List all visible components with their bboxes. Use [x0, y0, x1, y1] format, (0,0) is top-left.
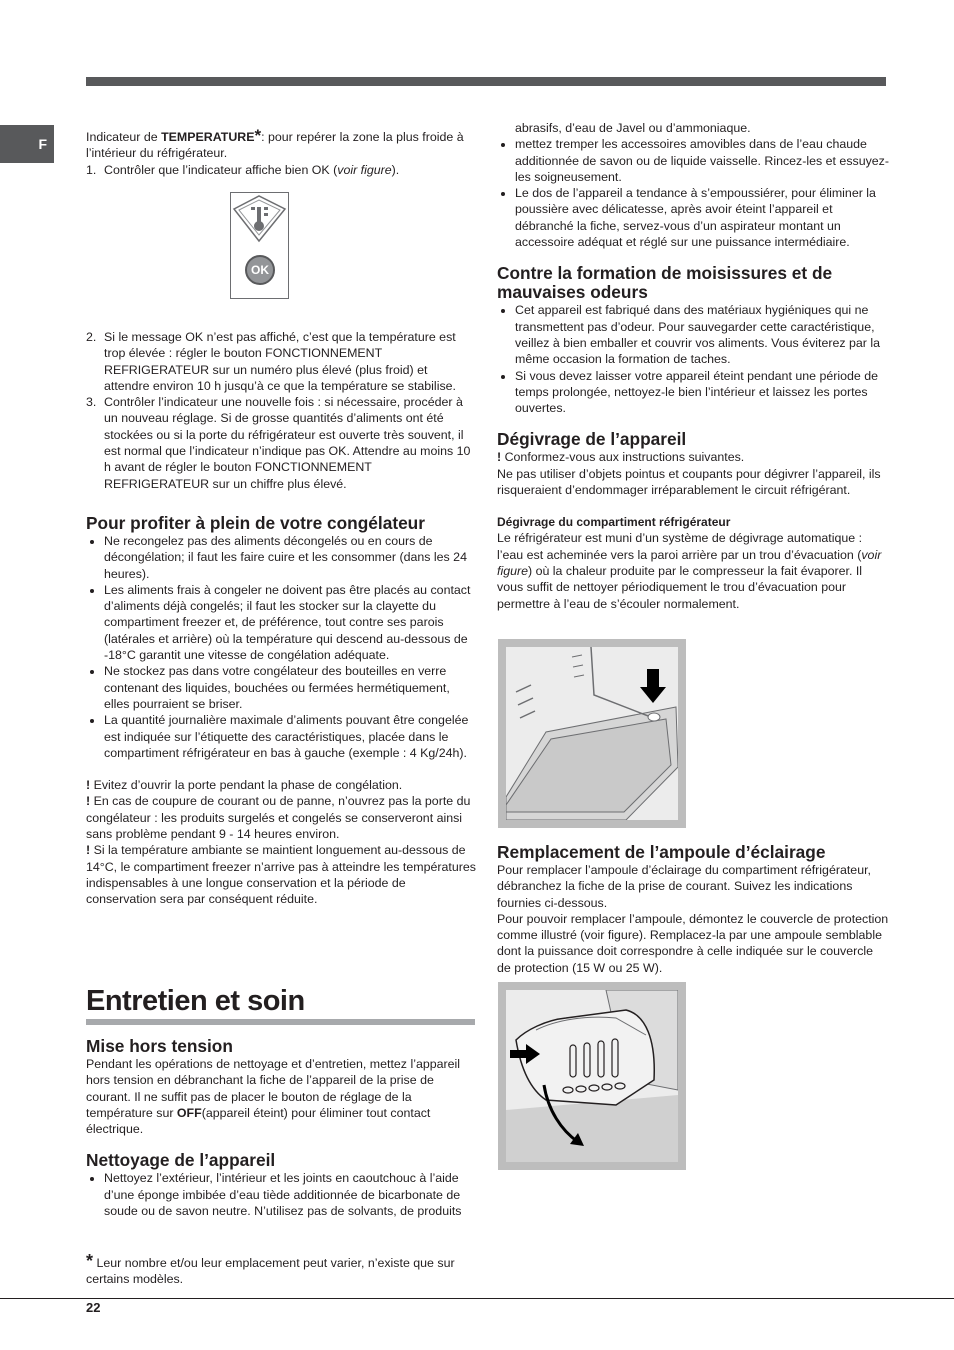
step-1-italic: voir figure: [337, 162, 392, 177]
footer-rule: [0, 1298, 954, 1299]
power-text: [86, 1056, 476, 1137]
mould-title: Contre la formation de moisissures et de mauvaises odeurs: [497, 263, 833, 303]
freezer-list: [86, 533, 476, 761]
warning-3: [86, 842, 476, 907]
warning-text: Si la température ambiante se maintient longuement au-dessous de 14°C, le compartiment freezer n’arrive pas à atteindre les températures indispensables à une longue conservation et la période de conservation sera par conséquent réduite.: [86, 843, 476, 907]
clean-list: [86, 1170, 476, 1219]
star-mark: *: [86, 1251, 94, 1271]
lamp-cover-illustration: [506, 990, 678, 1162]
power-text-b: (appareil éteint) pour éliminer tout contact électrique.: [86, 1105, 431, 1137]
warning-text: Evitez d’ouvrir la porte pendant la phase de congélation.: [90, 778, 403, 793]
footnote: [86, 1253, 476, 1288]
step-1-text: Contrôler que l’indicateur affiche bien OK (: [104, 162, 338, 177]
defrost-drain-illustration: [506, 647, 678, 820]
power-title: Mise hors tension: [86, 1036, 233, 1056]
step-1-end: ).: [391, 162, 400, 177]
clean-continued: abrasifs, d’eau de Javel ou d’ammoniaque.: [515, 121, 751, 135]
defrost-figure: [498, 639, 686, 828]
list-item: • Nettoyez l’extérieur, l’intérieur et les joints en caoutchouc à l’aide d’une éponge imbibée d’eau tiède additionnée de bicarbonate de soude ou de savon neutre. N’utilisez pas de solvants, de produits: [104, 1170, 476, 1219]
indicator-rest: : pour repérer la zone la plus froide à l’intérieur du réfrigérateur.: [86, 130, 464, 161]
star-mark: *: [254, 126, 262, 145]
step-1: [86, 162, 476, 178]
mould-list: [497, 302, 889, 416]
section-title: Entretien et soin: [86, 985, 305, 1017]
list-item: • Ne stockez pas dans votre congélateur des bouteilles en verre contenant des liquides, bouchées ou fermées hermétiquement, elles pourraient se briser.: [104, 663, 476, 712]
header-rule: [86, 77, 886, 86]
lamp-figure: [498, 982, 686, 1170]
language-tab: F: [0, 125, 54, 163]
lamp-title: Remplacement de l’ampoule d’éclairage: [497, 842, 826, 862]
list-item: • mettez tremper les accessoires amovibles dans de l’eau chaude additionnée de savon ou de liquide vaisselle. Rincez-les et essuyez-les soigneusement.: [515, 136, 889, 185]
step-2: [86, 329, 476, 394]
defrost-title: Dégivrage de l’appareil: [497, 429, 687, 450]
list-item: • Si vous devez laisser votre appareil éteint pendant une période de temps prolongée, nettoyez-le bien l’intérieur et laissez les portes ouvertes.: [515, 368, 889, 417]
step-3-text: Contrôler l’indicateur une nouvelle fois : si nécessaire, procéder à un nouveau réglage. Si de grosse quantités d’aliments ont été stockées ou si la porte du réfrigérateur est ouverte très souvent, il est normal que l’indicateur n’indique pas OK. Attendre au moins 10 h avant de régler le bouton FONCTIONNEMENT REFRIGERATEUR sur un chiffre plus élevé.: [104, 395, 471, 491]
step-number: 2.: [86, 330, 97, 344]
warning-2: [86, 793, 476, 842]
warning-mark: !: [86, 794, 91, 809]
footnote-text: Leur nombre et/ou leur emplacement peut varier, n’existe que sur certains modèles.: [86, 1256, 455, 1287]
left-column-middle: [86, 329, 476, 908]
list-item: • Les aliments frais à congeler ne doivent pas être placés au contact d’aliments déjà congelés; il faut les stocker sur la clayette du compartiment freezer et, de préférence, tout contre ses parois (latérales et arrière) où la température qui descend au-dessous de -18°C garantit une vitesse de congélation adéquate.: [104, 582, 476, 663]
clean-title: Nettoyage de l’appareil: [86, 1150, 276, 1171]
indicator-prefix: Indicateur de: [86, 130, 162, 144]
defrost-text: Ne pas utiliser d’objets pointus et coupants pour dégivrer l’appareil, ils risqueraient d’endommager irréparablement le circuit réfrigérant.: [497, 466, 881, 498]
list-item: • Le dos de l’appareil a tendance à s’empoussiérer, pour éliminer la poussière avec délicatesse, après avoir éteint l’appareil et débranché la fiche, servez-vous d’un aspirateur montant un accessoire adéquat et réglé sur une puissance intermédiaire.: [515, 185, 889, 250]
warning-mark: !: [86, 778, 91, 793]
step-number: 3.: [86, 395, 97, 410]
list-item: • Cet appareil est fabriqué dans des matériaux hygiéniques qui ne transmettent pas d’odeur. Pour sauvegarder cette caractéristique, veillez à bien emballer et couvrir vos aliments. Vous éviterez par la même occasion la formation de taches.: [515, 302, 889, 367]
step-number: 1.: [86, 162, 97, 177]
indicator-term: TEMPERATURE: [161, 130, 255, 144]
warning-mark: !: [497, 450, 502, 465]
warning-1: [86, 777, 476, 793]
section-rule: [86, 1019, 475, 1025]
list-item: • La quantité journalière maximale d’aliments pouvant être congelée est indiquée sur l’étiquette des caractéristiques, placée dans le compartiment réfrigérateur en bas à gauche (exemple : 4 Kg/24h).: [104, 712, 476, 761]
defrost-sub-b: ) où la chaleur produite par le compresseur la fait évaporer. Il vous suffit de nettoyer périodiquement le trou d’évacuation pour permettre à l’eau de s’écouler normalement.: [497, 563, 863, 611]
left-column-top: [86, 128, 476, 178]
power-text-a: Pendant les opérations de nettoyage et d’entretien, mettez l’appareil hors tension en débranchant la fiche de l’appareil de la prise de courant. Il ne suffit pas de placer le bouton de réglage de la température sur: [86, 1057, 461, 1120]
off-label: OFF: [176, 1105, 202, 1120]
lamp-text-2: Pour pouvoir remplacer l’ampoule, démontez le couvercle de protection comme illustré (voir figure). Remplacez-la par une ampoule semblable dont la puissance doit correspondre à celle indiquée sur le couvercle de protection (15 W ou 25 W).: [497, 911, 889, 975]
lamp-section: [497, 843, 889, 976]
warning-mark: !: [86, 843, 91, 858]
freezer-title: Pour profiter à plein de votre congélateur: [86, 512, 425, 533]
warning-text: En cas de coupure de courant ou de panne, n’ouvrez pas la porte du congélateur : les produits surgelés et congelés se conserveront ainsi sans problème pendant 9 - 14 heures environ.: [86, 794, 471, 842]
list-item: • Ne recongelez pas des aliments décongelés ou en cours de décongélation; il faut les faire cuire et les consommer (dans les 24 heures).: [104, 533, 476, 582]
indicator-paragraph: [86, 128, 476, 162]
defrost-sub-a: Le réfrigérateur est muni d’un système de dégivrage automatique : l’eau est acheminée vers la paroi arrière par un trou d’évacuation (: [497, 531, 863, 562]
right-column-top: [497, 120, 889, 612]
maintenance-section: [86, 985, 476, 1219]
defrost-sub-text: [497, 530, 889, 611]
defrost-line: [497, 449, 889, 465]
step-3: [86, 394, 476, 492]
defrost-subtitle: Dégivrage du compartiment réfrigérateur: [497, 515, 731, 530]
ok-badge: OK: [245, 255, 275, 285]
page-number: 22: [86, 1300, 101, 1315]
clean-list-2: [497, 136, 889, 250]
defrost-line-text: Conformez-vous aux instructions suivantes.: [501, 450, 745, 465]
temperature-indicator-figure: [230, 192, 289, 299]
step-2-text: Si le message OK n’est pas affiché, c’est que la température est trop élevée : régler le bouton FONCTIONNEMENT REFRIGERATEUR sur un numéro plus élevé (plus froid) et attendre environ 10 h jusqu’à ce que la température se stabilise.: [104, 330, 456, 393]
lamp-text-1: Pour remplacer l’ampoule d’éclairage du compartiment réfrigérateur, débranchez la fiche de la prise de courant. Suivez les indications fournies ci-dessous.: [497, 863, 871, 910]
defrost-sub-italic: voir figure: [497, 547, 882, 578]
